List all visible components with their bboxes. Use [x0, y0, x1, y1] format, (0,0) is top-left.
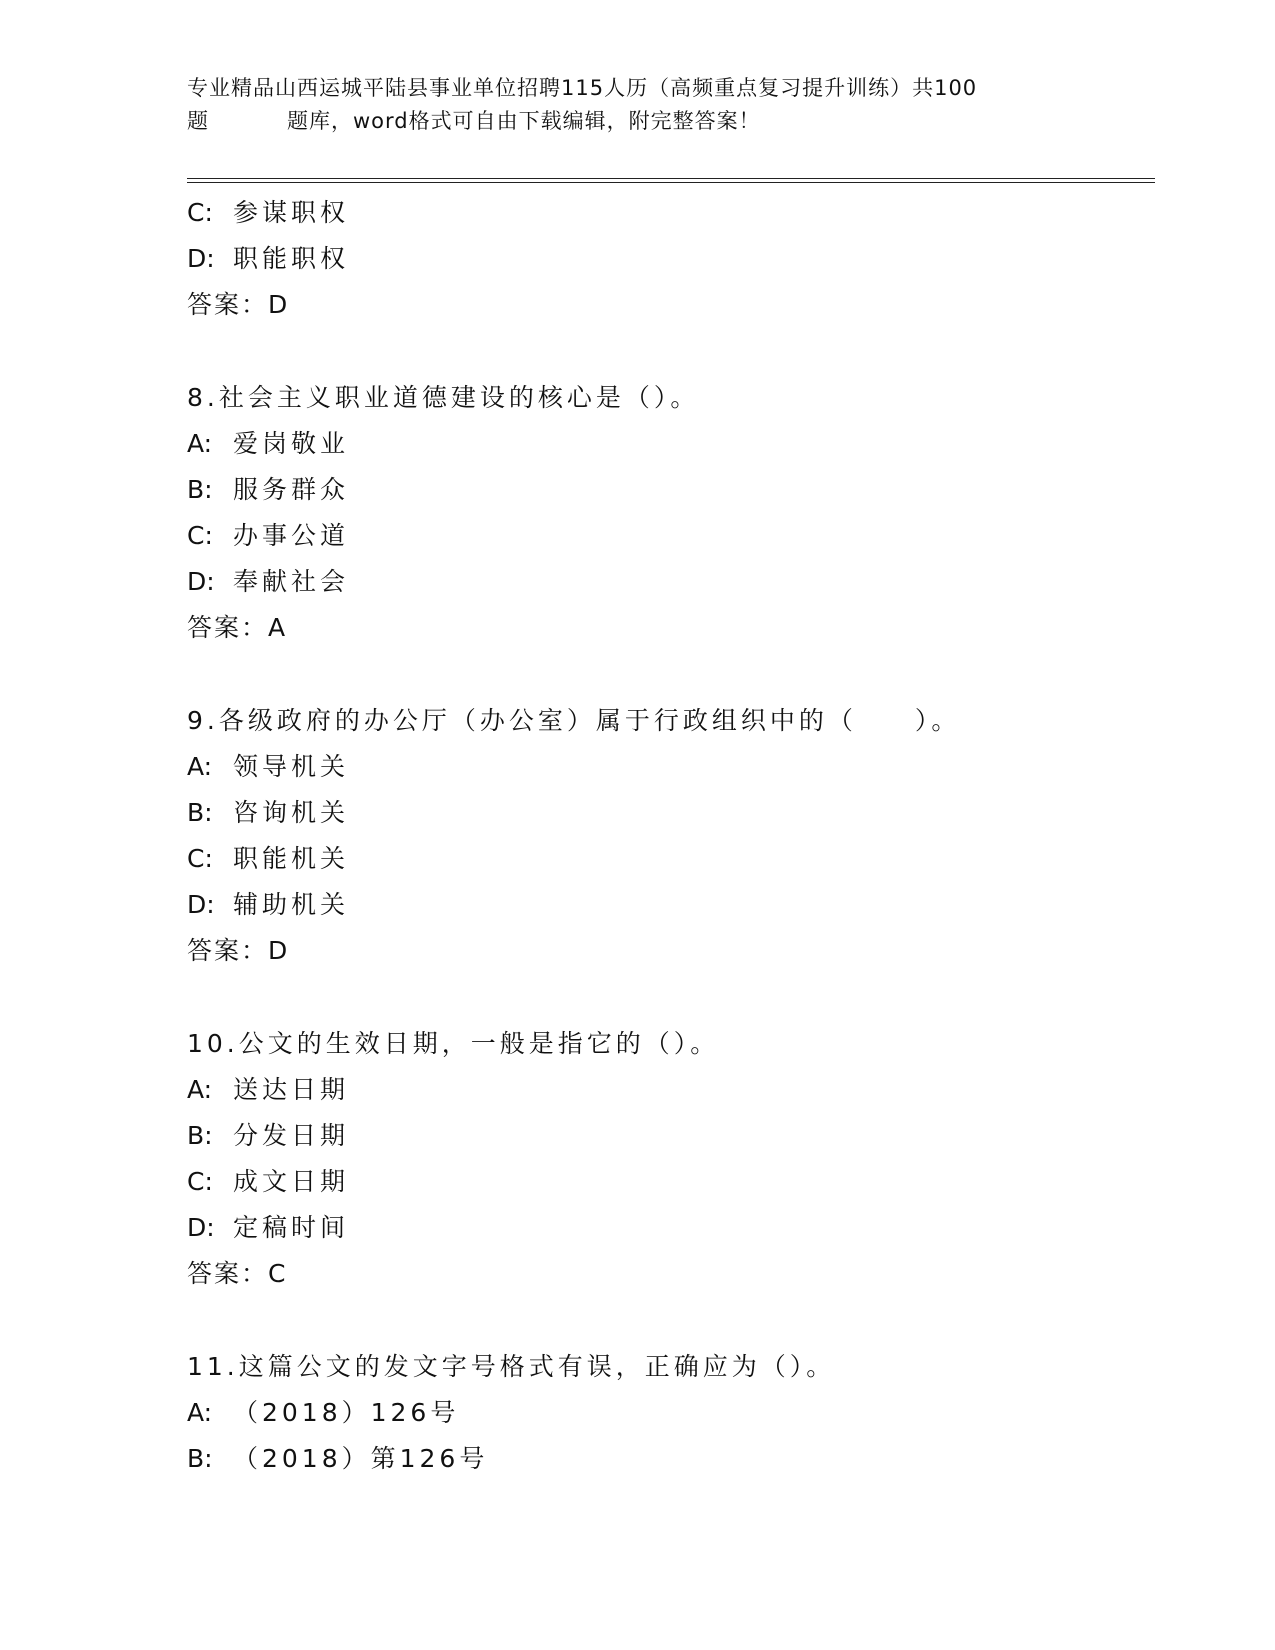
- question-block-7: [187, 190, 1155, 328]
- header-rule-top: [187, 178, 1155, 179]
- option-c: [187, 190, 1155, 236]
- question-block-8: [187, 375, 1155, 651]
- option-b: [187, 467, 1155, 513]
- option-d: [187, 882, 1155, 928]
- option-text: 职能机关: [233, 844, 350, 873]
- spacer: [187, 1297, 1155, 1344]
- option-letter: D:: [187, 890, 215, 919]
- question-text: 8.社会主义职业道德建设的核心是（）。: [187, 383, 700, 412]
- option-a: [187, 744, 1155, 790]
- document-header: [187, 72, 1087, 138]
- option-text: 服务群众: [233, 475, 350, 504]
- question-block-10: [187, 1021, 1155, 1297]
- answer-line: 答案：A: [187, 613, 288, 642]
- option-a: [187, 1067, 1155, 1113]
- option-letter: B:: [187, 1121, 213, 1150]
- question-text: 11.这篇公文的发文字号格式有误，正确应为（）。: [187, 1352, 836, 1381]
- question-text: 9.各级政府的办公厅（办公室）属于行政组织中的（ ）。: [187, 706, 961, 735]
- option-text: 办事公道: [233, 521, 350, 550]
- question-list: [187, 190, 1155, 1482]
- option-letter: A:: [187, 1075, 213, 1104]
- option-letter: D:: [187, 244, 215, 273]
- option-letter: C:: [187, 198, 213, 227]
- question-block-9: [187, 698, 1155, 974]
- option-c: [187, 513, 1155, 559]
- option-text: （2018）126号: [233, 1398, 460, 1427]
- question-block-11: [187, 1344, 1155, 1482]
- option-d: [187, 559, 1155, 605]
- spacer: [187, 651, 1155, 698]
- header-title-line-1: 专业精品山西运城平陆县事业单位招聘115人历（高频重点复习提升训练）共100: [187, 76, 978, 100]
- option-text: 爱岗敬业: [233, 429, 350, 458]
- option-c: [187, 1159, 1155, 1205]
- spacer: [187, 328, 1155, 375]
- option-text: 咨询机关: [233, 798, 350, 827]
- option-letter: C:: [187, 521, 213, 550]
- option-letter: A:: [187, 429, 213, 458]
- option-letter: C:: [187, 844, 213, 873]
- option-text: 奉献社会: [233, 567, 350, 596]
- option-d: [187, 236, 1155, 282]
- option-letter: D:: [187, 1213, 215, 1242]
- answer-line: 答案：D: [187, 290, 290, 319]
- option-letter: B:: [187, 475, 213, 504]
- option-text: 送达日期: [233, 1075, 350, 1104]
- answer-line: 答案：C: [187, 1259, 288, 1288]
- option-text: （2018）第126号: [233, 1444, 489, 1473]
- option-a: [187, 1390, 1155, 1436]
- option-text: 职能职权: [233, 244, 350, 273]
- option-letter: B:: [187, 1444, 213, 1473]
- header-rule-bottom: [187, 182, 1155, 183]
- option-b: [187, 790, 1155, 836]
- option-letter: A:: [187, 752, 213, 781]
- option-text: 定稿时间: [233, 1213, 350, 1242]
- question-text: 10.公文的生效日期，一般是指它的（）。: [187, 1029, 720, 1058]
- option-text: 成文日期: [233, 1167, 350, 1196]
- header-title-line-2: [187, 105, 1087, 138]
- option-letter: C:: [187, 1167, 213, 1196]
- option-d: [187, 1205, 1155, 1251]
- option-text: 领导机关: [233, 752, 350, 781]
- option-c: [187, 836, 1155, 882]
- option-text: 参谋职权: [233, 198, 350, 227]
- header-title-line-2-rest: 题库，word格式可自由下载编辑，附完整答案！: [287, 109, 761, 133]
- answer-line: 答案：D: [187, 936, 290, 965]
- option-b: [187, 1113, 1155, 1159]
- option-letter: A:: [187, 1398, 213, 1427]
- option-text: 辅助机关: [233, 890, 350, 919]
- option-letter: B:: [187, 798, 213, 827]
- option-text: 分发日期: [233, 1121, 350, 1150]
- spacer: [187, 974, 1155, 1021]
- header-title-line-2-lead: 题: [187, 109, 209, 133]
- option-b: [187, 1436, 1155, 1482]
- option-a: [187, 421, 1155, 467]
- option-letter: D:: [187, 567, 215, 596]
